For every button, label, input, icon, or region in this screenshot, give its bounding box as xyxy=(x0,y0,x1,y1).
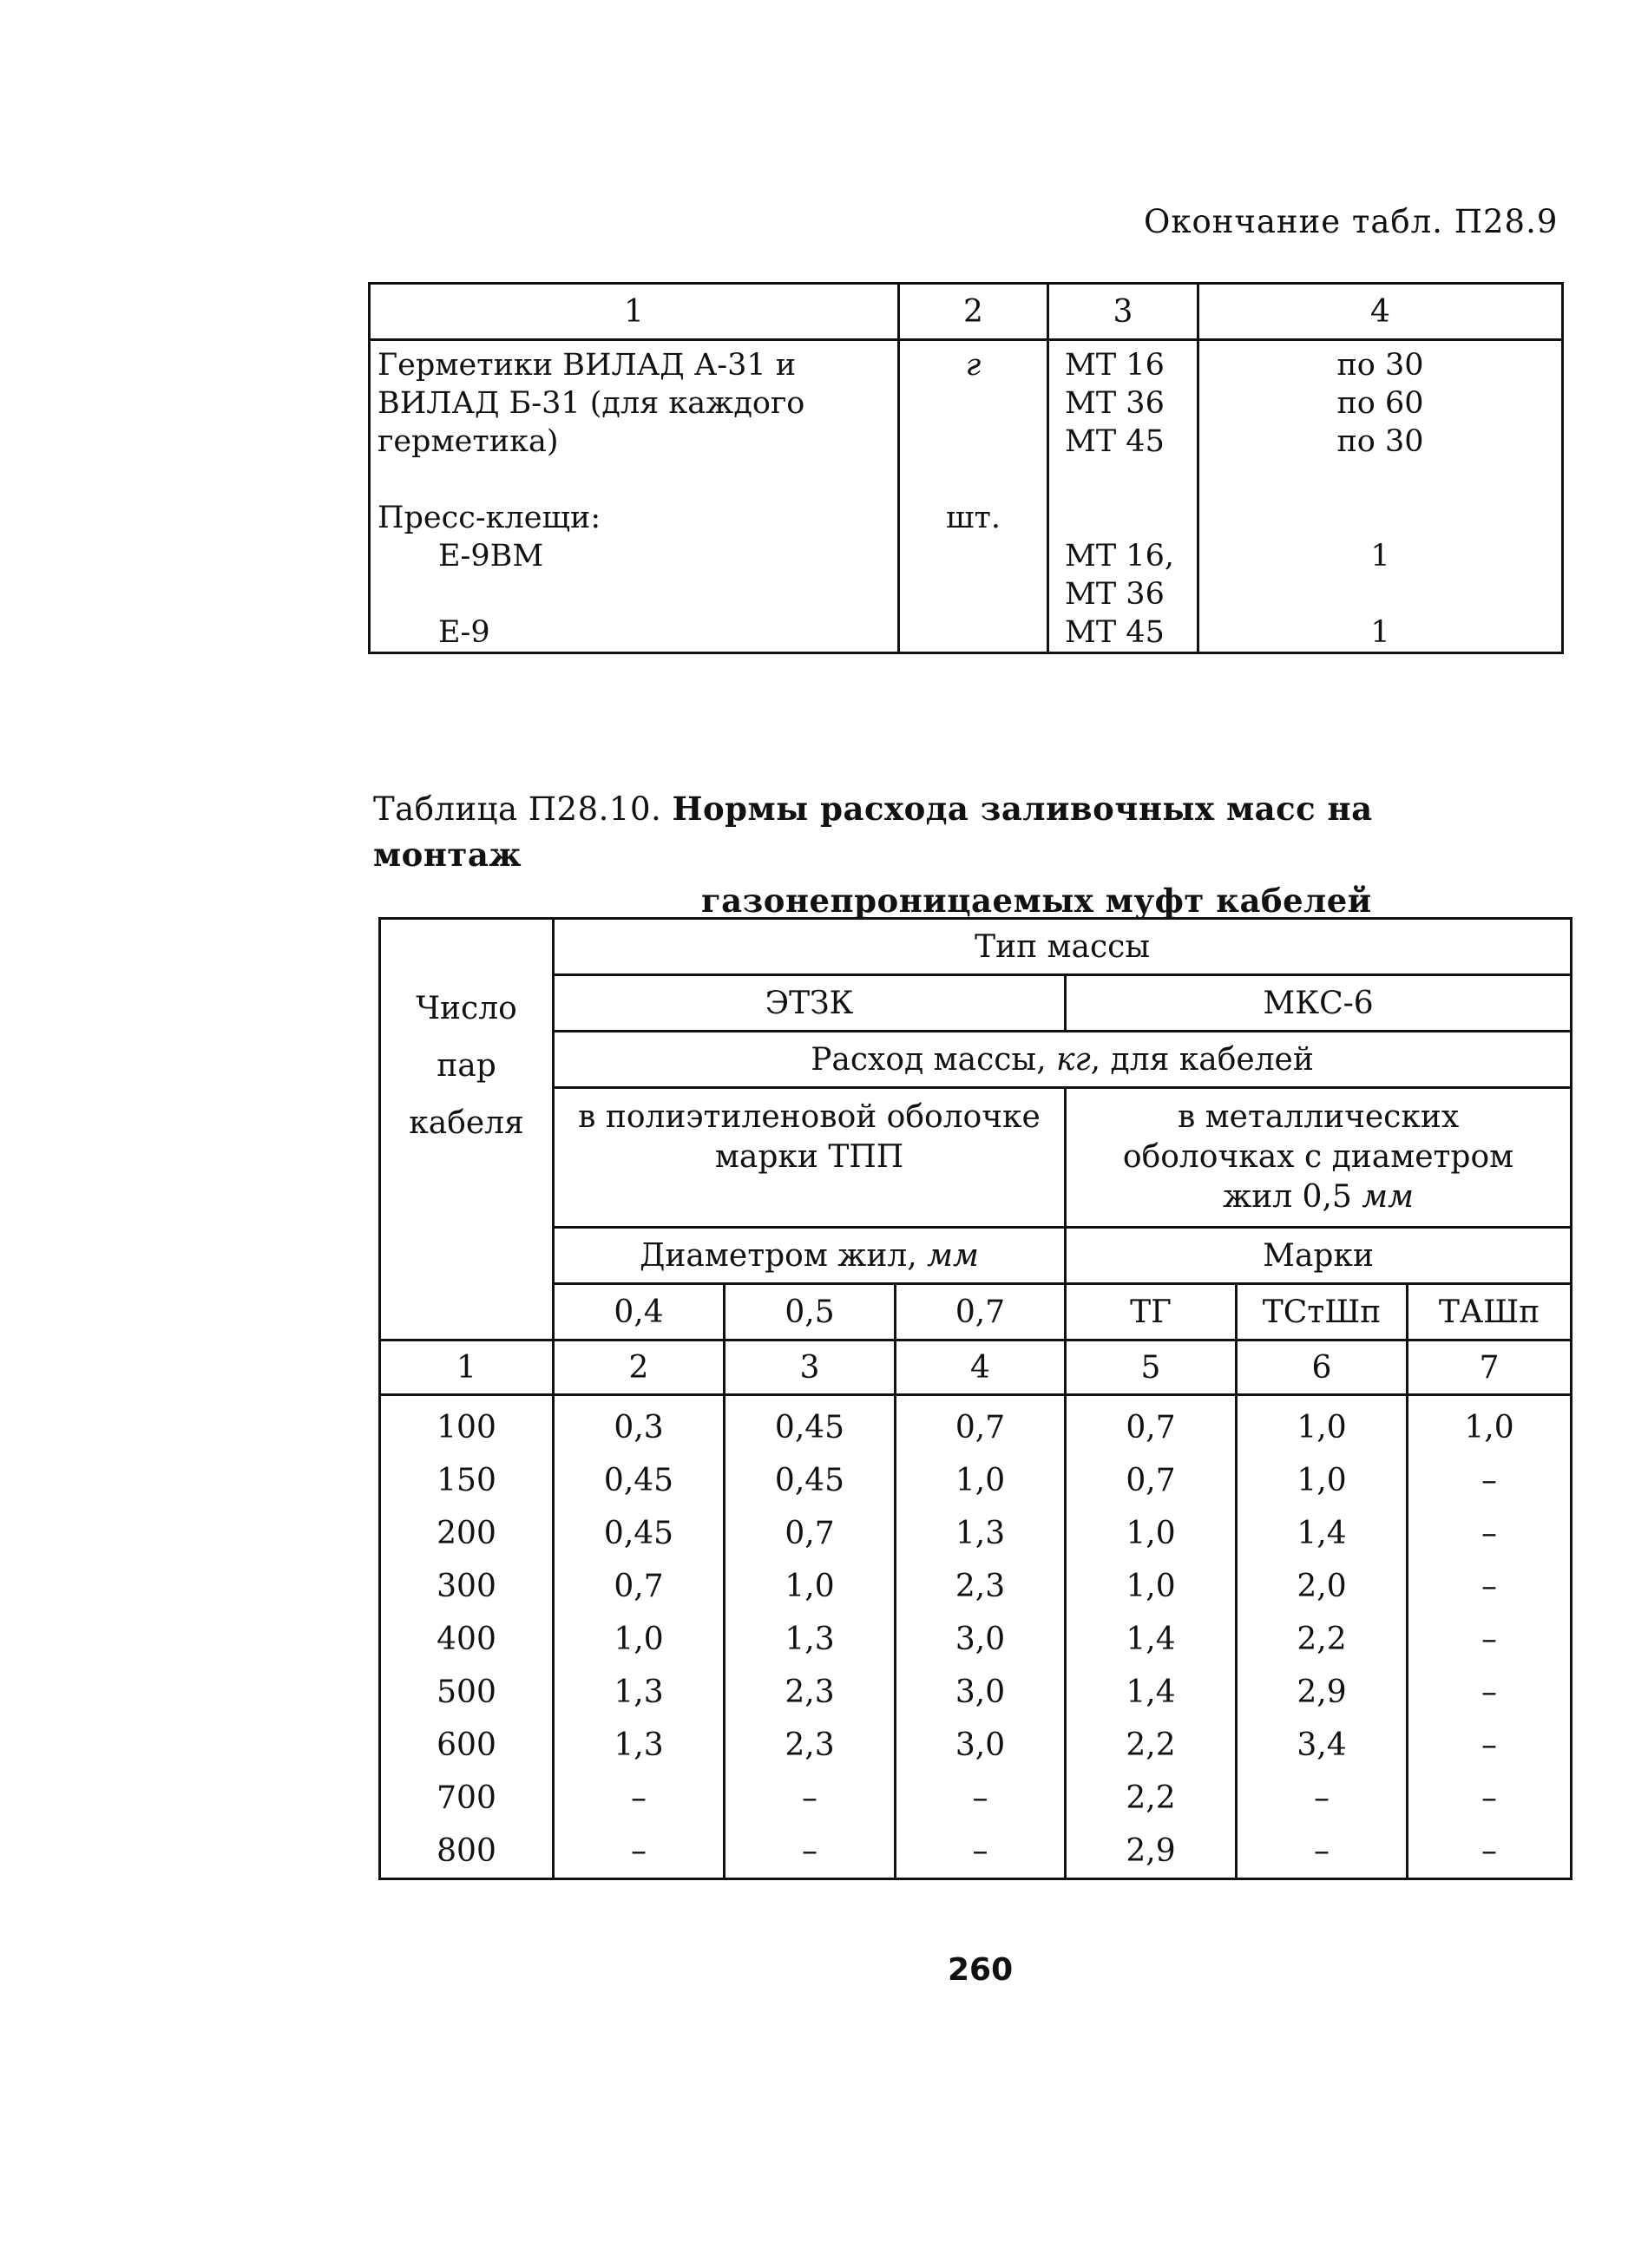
table-header-row xyxy=(380,1284,1572,1340)
pair-count-cell: 700 xyxy=(380,1772,554,1825)
subheader-cell: ТГ xyxy=(1066,1284,1237,1340)
value-cell: 2,3 xyxy=(725,1666,896,1719)
value-cell: – xyxy=(554,1772,725,1825)
value-cell: 2,3 xyxy=(896,1560,1066,1613)
value-cell: – xyxy=(1237,1825,1408,1879)
value-cell: 2,2 xyxy=(1237,1613,1408,1666)
column-number: 6 xyxy=(1237,1340,1408,1395)
pair-count-header xyxy=(380,919,554,1340)
table-number: Таблица П28.10. xyxy=(373,790,662,828)
etzk-header: ЭТЗК xyxy=(554,975,1066,1032)
pair-count-cell: 300 xyxy=(380,1560,554,1613)
value-cell: 0,7 xyxy=(554,1560,725,1613)
column-header: 4 xyxy=(1198,284,1563,340)
value-cell: – xyxy=(896,1772,1066,1825)
pair-count-cell: 800 xyxy=(380,1825,554,1879)
value-cell: 3,0 xyxy=(896,1666,1066,1719)
value-cell: 2,2 xyxy=(1066,1719,1237,1772)
table-row xyxy=(380,1454,1572,1507)
table-header-row xyxy=(370,284,1563,340)
value-cell: 0,7 xyxy=(725,1507,896,1560)
norm-cell xyxy=(1198,340,1563,500)
material-name-line: герметика) xyxy=(378,424,559,459)
coupling-type: МТ 36 xyxy=(1065,386,1165,421)
table-row xyxy=(380,1772,1572,1825)
value-cell: – xyxy=(896,1825,1066,1879)
norm-value: по 30 xyxy=(1336,348,1424,383)
value-cell: 1,0 xyxy=(1237,1454,1408,1507)
value-cell: 2,0 xyxy=(1237,1560,1408,1613)
column-number: 7 xyxy=(1408,1340,1572,1395)
pair-count-cell: 100 xyxy=(380,1395,554,1455)
value-cell: 0,3 xyxy=(554,1395,725,1455)
value-cell: 0,7 xyxy=(1066,1454,1237,1507)
column-header: 1 xyxy=(370,284,899,340)
table-header-row xyxy=(380,1088,1572,1228)
metal-sheath-header: в металлических оболочках с диаметром жил 0,5 мм xyxy=(1066,1088,1572,1228)
value-cell: 2,9 xyxy=(1237,1666,1408,1719)
value-cell: 1,4 xyxy=(1066,1666,1237,1719)
header-line: пар xyxy=(437,1048,496,1084)
coupling-type-cell xyxy=(1048,499,1198,653)
material-subitem: Е-9 xyxy=(438,615,490,650)
value-cell: 1,4 xyxy=(1237,1507,1408,1560)
material-name-cell xyxy=(370,499,899,653)
column-header: 2 xyxy=(899,284,1048,340)
value-cell: 1,3 xyxy=(725,1613,896,1666)
table-header-row xyxy=(380,975,1572,1032)
continuation-table xyxy=(368,282,1564,654)
column-number: 3 xyxy=(725,1340,896,1395)
value-cell: 0,45 xyxy=(554,1454,725,1507)
value-cell: 1,3 xyxy=(896,1507,1066,1560)
column-number: 1 xyxy=(380,1340,554,1395)
value-cell: – xyxy=(725,1825,896,1879)
pair-count-cell: 600 xyxy=(380,1719,554,1772)
table-title-line: Нормы расхода заливочных масс на монтаж xyxy=(373,790,1373,874)
table-row xyxy=(380,1825,1572,1879)
value-cell: 1,3 xyxy=(554,1666,725,1719)
header-line: кабеля xyxy=(409,1105,524,1141)
column-number: 2 xyxy=(554,1340,725,1395)
value-cell: 1,0 xyxy=(1066,1560,1237,1613)
unit-cell: шт. xyxy=(899,499,1048,653)
value-cell: 2,3 xyxy=(725,1719,896,1772)
pair-count-cell: 150 xyxy=(380,1454,554,1507)
material-name-cell xyxy=(370,340,899,500)
value-cell: – xyxy=(1408,1613,1572,1666)
norm-value: 1 xyxy=(1370,539,1390,574)
value-cell: – xyxy=(1408,1719,1572,1772)
column-number-row xyxy=(380,1340,1572,1395)
coupling-type: МТ 36 xyxy=(1065,577,1165,612)
subheader-cell: 0,7 xyxy=(896,1284,1066,1340)
value-cell: 3,0 xyxy=(896,1719,1066,1772)
value-cell: 1,4 xyxy=(1066,1613,1237,1666)
pair-count-cell: 200 xyxy=(380,1507,554,1560)
table-header-row xyxy=(380,1228,1572,1284)
norm-cell xyxy=(1198,499,1563,653)
value-cell: 1,0 xyxy=(725,1560,896,1613)
value-cell: 1,0 xyxy=(1237,1395,1408,1455)
diameter-header: Диаметром жил, мм xyxy=(554,1228,1066,1284)
value-cell: – xyxy=(1408,1666,1572,1719)
value-cell: 1,0 xyxy=(554,1613,725,1666)
material-name-line: ВИЛАД Б-31 (для каждого xyxy=(378,386,805,421)
value-cell: 1,3 xyxy=(554,1719,725,1772)
table-row xyxy=(380,1666,1572,1719)
value-cell: 0,45 xyxy=(725,1395,896,1455)
mks-header: МКС-6 xyxy=(1066,975,1572,1032)
value-cell: 3,0 xyxy=(896,1613,1066,1666)
column-number: 5 xyxy=(1066,1340,1237,1395)
mass-type-header: Тип массы xyxy=(554,919,1572,975)
table-row xyxy=(380,1719,1572,1772)
pair-count-cell: 400 xyxy=(380,1613,554,1666)
table-title-line: газонепроницаемых муфт кабелей xyxy=(701,882,1372,920)
value-cell: 0,45 xyxy=(725,1454,896,1507)
value-cell: – xyxy=(1408,1454,1572,1507)
polyethylene-sheath-header: в полиэтиленовой оболочке марки ТПП xyxy=(554,1088,1066,1228)
coupling-type-cell xyxy=(1048,340,1198,500)
value-cell: 2,9 xyxy=(1066,1825,1237,1879)
coupling-type: МТ 45 xyxy=(1065,615,1165,650)
value-cell: – xyxy=(554,1825,725,1879)
subheader-cell: 0,4 xyxy=(554,1284,725,1340)
pair-count-cell: 500 xyxy=(380,1666,554,1719)
header-line: Число xyxy=(416,991,517,1026)
table-header-row xyxy=(380,919,1572,975)
subheader-cell: ТАШп xyxy=(1408,1284,1572,1340)
material-name-line: Герметики ВИЛАД А-31 и xyxy=(378,348,797,383)
table-row xyxy=(370,340,1563,500)
subheader-cell: ТСтШп xyxy=(1237,1284,1408,1340)
continuation-caption: Окончание табл. П28.9 xyxy=(1144,203,1559,240)
value-cell: 0,7 xyxy=(1066,1395,1237,1455)
material-name-line: Пресс-клещи: xyxy=(378,501,601,535)
value-cell: 0,7 xyxy=(896,1395,1066,1455)
marks-header: Марки xyxy=(1066,1228,1572,1284)
unit-cell: г xyxy=(899,340,1048,500)
value-cell: 1,0 xyxy=(1066,1507,1237,1560)
page-number: 260 xyxy=(948,1952,1014,1988)
value-cell: – xyxy=(1408,1507,1572,1560)
column-number: 4 xyxy=(896,1340,1066,1395)
value-cell: 1,0 xyxy=(1408,1395,1572,1455)
value-cell: – xyxy=(1408,1560,1572,1613)
value-cell: 0,45 xyxy=(554,1507,725,1560)
table-row xyxy=(380,1507,1572,1560)
consumption-header: Расход массы, кг, для кабелей xyxy=(554,1032,1572,1088)
norm-value: 1 xyxy=(1370,615,1390,650)
value-cell: – xyxy=(725,1772,896,1825)
value-cell: 3,4 xyxy=(1237,1719,1408,1772)
column-header: 3 xyxy=(1048,284,1198,340)
table-row xyxy=(380,1560,1572,1613)
table-title xyxy=(373,786,1519,923)
norm-value: по 30 xyxy=(1336,424,1424,459)
value-cell: – xyxy=(1408,1825,1572,1879)
value-cell: – xyxy=(1408,1772,1572,1825)
material-subitem: Е-9ВМ xyxy=(438,539,544,574)
value-cell: 1,0 xyxy=(896,1454,1066,1507)
value-cell: 2,2 xyxy=(1066,1772,1237,1825)
table-row xyxy=(380,1613,1572,1666)
norm-value: по 60 xyxy=(1336,386,1424,421)
subheader-cell: 0,5 xyxy=(725,1284,896,1340)
coupling-type: МТ 16, xyxy=(1065,539,1174,574)
table-header-row xyxy=(380,1032,1572,1088)
coupling-type: МТ 16 xyxy=(1065,348,1165,383)
value-cell: – xyxy=(1237,1772,1408,1825)
table-row xyxy=(370,499,1563,653)
consumption-table xyxy=(378,917,1572,1880)
coupling-type: МТ 45 xyxy=(1065,424,1165,459)
table-row xyxy=(380,1395,1572,1455)
